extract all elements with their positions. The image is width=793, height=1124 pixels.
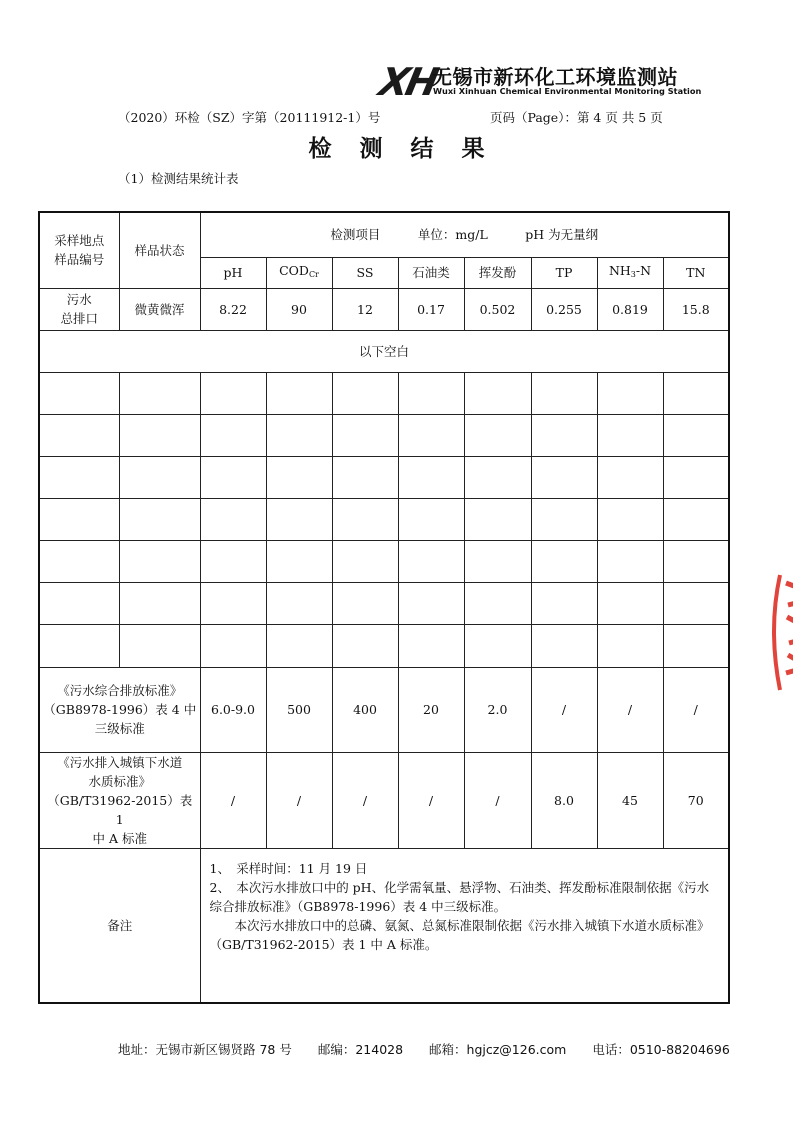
page-number: 页码（Page）：第 4 页 共 5 页 <box>490 110 663 125</box>
value-cell: / <box>332 752 398 848</box>
table-row <box>39 288 729 330</box>
param-cod: $COD_{Cr}$ <box>266 257 332 288</box>
empty-row <box>39 372 729 414</box>
remark-line: 1、 采样时间：11 月 19 日 <box>209 860 368 876</box>
value-cell: / <box>597 667 663 752</box>
page-title: 检 测 结 果 <box>308 135 495 162</box>
footer-address: 地址：无锡市新区锡贤路 78 号 <box>118 1042 292 1057</box>
remark-line: 2、 本次污水排放口中的 pH、化学需氧量、悬浮物、石油类、挥发酚标准限制依据《污水综合排放标准》（GB8978-1996）表 4 中三级标准。 <box>209 879 710 914</box>
org-name-cn: 无锡市新环化工环境监测站 <box>432 65 678 89</box>
value-cell: 6.0-9.0 <box>200 667 266 752</box>
blank-note: 以下空白 <box>39 330 729 372</box>
seal-stamp <box>762 555 793 705</box>
value-cell: 8.22 <box>200 288 266 330</box>
header-state: 样品状态 <box>119 212 200 288</box>
value-cell: / <box>464 752 531 848</box>
value-cell: / <box>200 752 266 848</box>
value-cell: 0.17 <box>398 288 464 330</box>
remark-line: 本次污水排放口中的总磷、氨氮、总氮标准限制依据《污水排入城镇下水道水质标准》（GB/T31962-2015）表 1 中 A 标准。 <box>209 917 710 952</box>
remarks-label: 备注 <box>39 848 200 1003</box>
value-cell: 20 <box>398 667 464 752</box>
value-cell: 70 <box>663 752 729 848</box>
footer-email: 邮箱：hgjcz@126.com <box>429 1042 567 1057</box>
value-cell: / <box>531 667 597 752</box>
footer-postcode: 邮编：214028 <box>317 1042 404 1057</box>
report-number: （2020）环检（SZ）字第（20111912-1）号 <box>118 110 381 125</box>
empty-row <box>39 582 729 624</box>
param-nh3n: $NH_3-N$ <box>597 257 663 288</box>
section-subtitle: （1）检测结果统计表 <box>118 171 239 186</box>
value-cell: 0.502 <box>464 288 531 330</box>
value-cell: / <box>398 752 464 848</box>
value-cell: 45 <box>597 752 663 848</box>
value-cell: 12 <box>332 288 398 330</box>
empty-row <box>39 414 729 456</box>
empty-row <box>39 498 729 540</box>
param-oil: 石油类 <box>398 257 464 288</box>
remarks <box>200 848 729 1003</box>
param-tn: TN <box>663 257 729 288</box>
value-cell: 0.819 <box>597 288 663 330</box>
value-cell: 400 <box>332 667 398 752</box>
param-phenol: 挥发酚 <box>464 257 531 288</box>
empty-row <box>39 456 729 498</box>
param-tp: TP <box>531 257 597 288</box>
empty-row <box>39 624 729 667</box>
org-name-en: Wuxi Xinhuan Chemical Environmental Monitoring Station <box>433 86 702 96</box>
standard-2-name: 《污水排入城镇下水道 水质标准》 （GB/T31962-2015）表 1 中 A 标准 <box>39 752 200 848</box>
table-row <box>39 667 729 752</box>
value-cell: 0.255 <box>531 288 597 330</box>
sample-state: 微黄微浑 <box>119 288 200 330</box>
param-ph: pH <box>200 257 266 288</box>
sample-site: 污水 总排口 <box>39 288 119 330</box>
value-cell: / <box>266 752 332 848</box>
logo-mark: XH <box>375 60 440 104</box>
value-cell: / <box>663 667 729 752</box>
header-site: 采样地点 样品编号 <box>39 212 119 288</box>
header-items: 检测项目 单位：mg/L pH 为无量纲 <box>200 212 729 257</box>
table-row <box>39 752 729 848</box>
value-cell: 2.0 <box>464 667 531 752</box>
value-cell: 8.0 <box>531 752 597 848</box>
value-cell: 500 <box>266 667 332 752</box>
footer-phone: 电话：0510-88204696 <box>592 1042 730 1057</box>
param-ss: SS <box>332 257 398 288</box>
value-cell: 15.8 <box>663 288 729 330</box>
footer <box>118 1040 752 1058</box>
value-cell: 90 <box>266 288 332 330</box>
standard-1-name: 《污水综合排放标准》 （GB8978-1996）表 4 中 三级标准 <box>39 667 200 752</box>
empty-row <box>39 540 729 582</box>
results-table <box>38 211 730 1004</box>
